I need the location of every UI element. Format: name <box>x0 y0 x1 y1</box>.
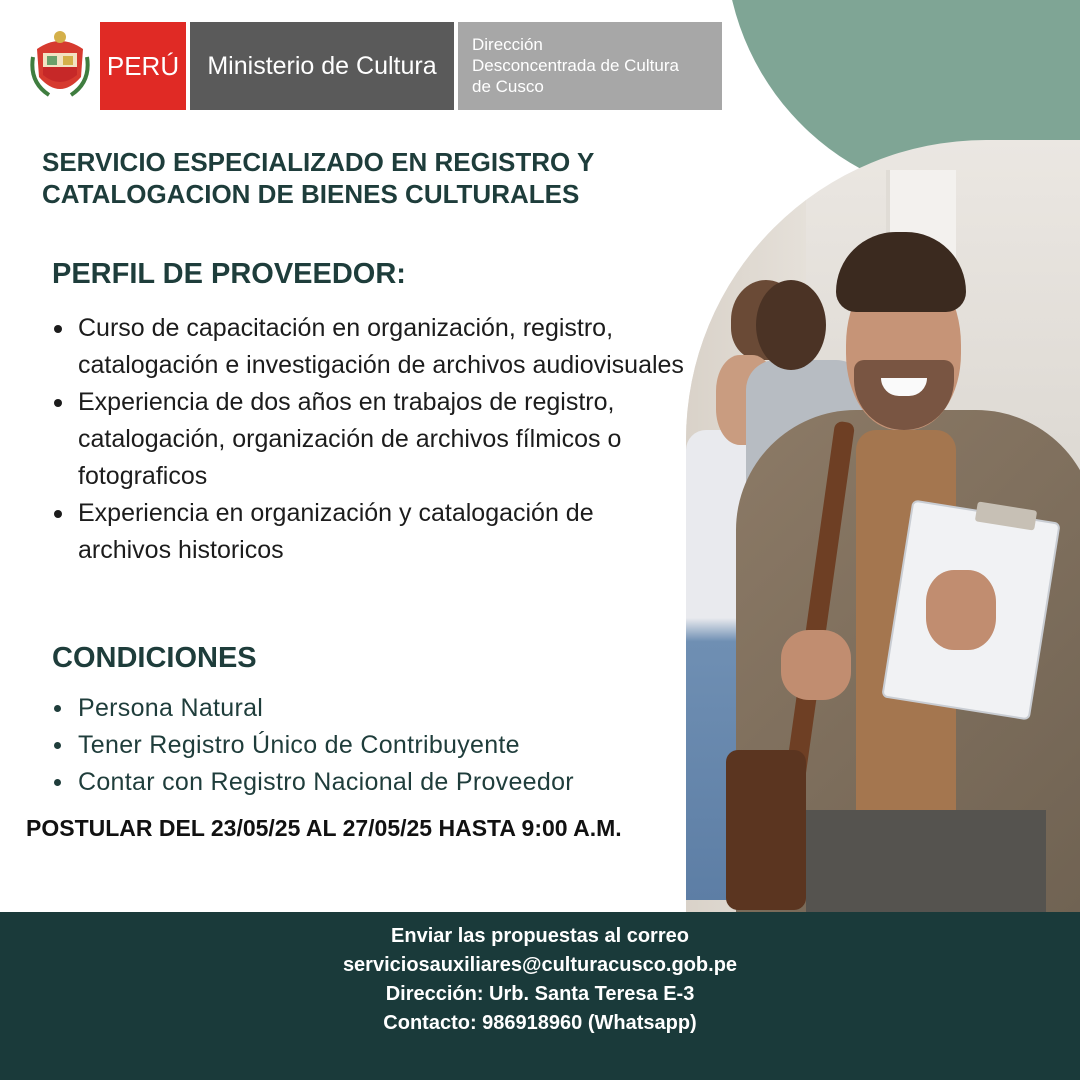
conditions-heading: CONDICIONES <box>52 642 257 674</box>
ministry-label: Ministerio de Cultura <box>190 22 454 110</box>
list-item: Experiencia en organización y catalogación de archivos historicos <box>52 495 692 569</box>
list-item: Contar con Registro Nacional de Proveedor <box>52 764 692 801</box>
address-text: Dirección: Urb. Santa Teresa E-3 <box>385 983 695 1005</box>
profile-list <box>52 310 692 569</box>
list-item: Persona Natural <box>52 690 692 727</box>
peru-label: PERÚ <box>100 22 186 110</box>
email-link[interactable]: serviciosauxiliares@culturacusco.gob.pe <box>342 954 738 976</box>
deadline-text: POSTULAR DEL 23/05/25 AL 27/05/25 HASTA 9:00 A.M. <box>26 815 622 841</box>
page-title: SERVICIO ESPECIALIZADO EN REGISTRO Y CATALOGACION DE BIENES CULTURALES <box>42 147 594 209</box>
coat-of-arms-icon <box>24 22 96 110</box>
footer-line: Enviar las propuestas al correo <box>391 925 689 947</box>
profile-heading: PERFIL DE PROVEEDOR: <box>52 258 406 290</box>
list-item: Tener Registro Único de Contribuyente <box>52 727 692 764</box>
contact-footer <box>0 912 1080 1080</box>
conditions-list <box>52 690 692 801</box>
directorate-label: Dirección Desconcentrada de Cultura de Cusco <box>458 22 722 110</box>
institution-header <box>24 22 722 110</box>
list-item: Curso de capacitación en organización, registro, catalogación e investigación de archivos audiovisuales <box>52 310 692 384</box>
hero-photo <box>686 140 1080 912</box>
list-item: Experiencia de dos años en trabajos de registro, catalogación, organización de archivos fílmicos o fotograficos <box>52 384 692 495</box>
contact-text: Contacto: 986918960 (Whatsapp) <box>383 1012 697 1034</box>
